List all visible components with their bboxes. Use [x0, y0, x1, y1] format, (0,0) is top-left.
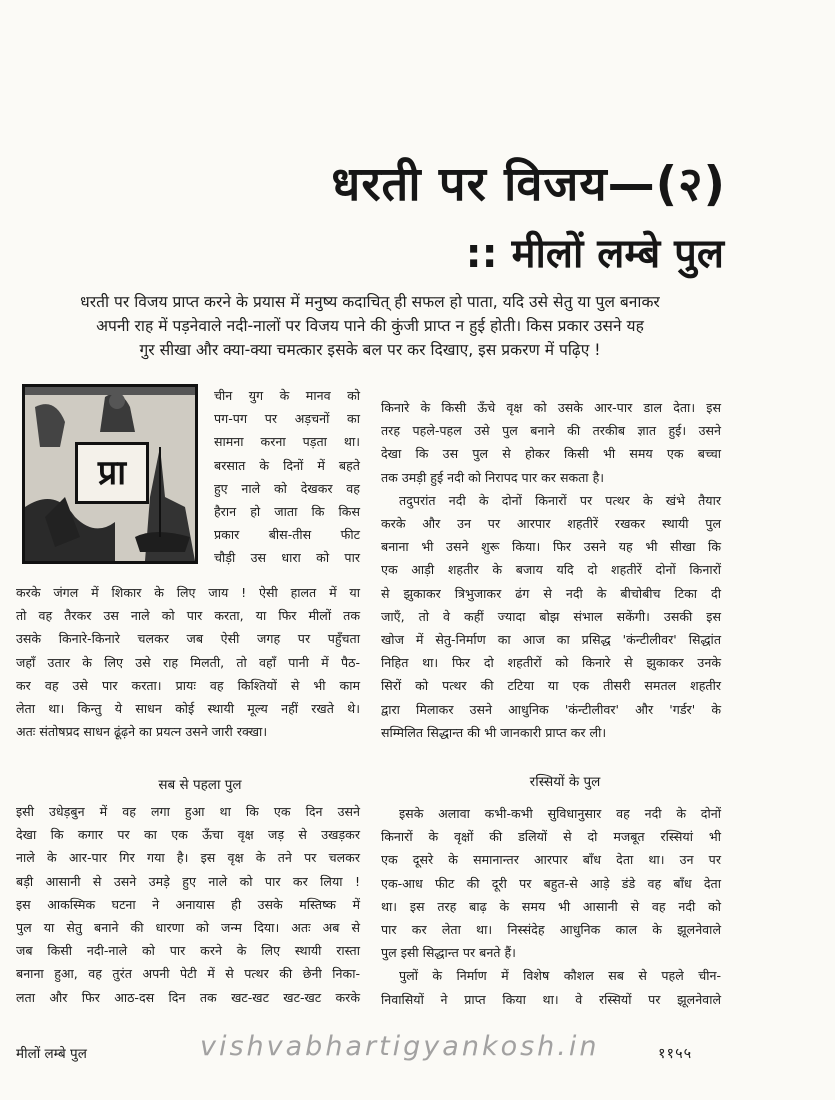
- text-line: था। इस तरह बाढ़ के समय भी आसानी से वह नदी को: [381, 898, 721, 914]
- column-left-lower: [16, 800, 360, 1009]
- text-line: इसके अलावा कभी-कभी सुविधानुसार वह नदी के दोनों: [399, 806, 721, 821]
- article-title: धरती पर विजय—(२): [331, 157, 726, 212]
- section-heading-first-bridge: सब से पहला पुल: [158, 777, 242, 793]
- text-line: पुलों के निर्माण में विशेष कौशल सब से पहले चीन-: [399, 968, 721, 984]
- intro-paragraph: [16, 290, 724, 362]
- text-line: जब किसी नदी-नाले को पार करने के लिए स्थायी रास्ता: [16, 943, 360, 959]
- text-line: तदुपरांत नदी के दोनों किनारों पर पत्थर के खंभे तैयार: [399, 492, 721, 508]
- text-line: बड़ी आसानी से उसने उमड़े हुए नाले को पार कर लिया !: [16, 873, 360, 889]
- text-line: तो वह तैरकर उस नाले को पार करता, या फिर मीलों तक: [16, 608, 360, 624]
- text-line: एक-आध फीट की दूरी पर बहुत-से आड़े डंडे वह बाँध देता: [381, 875, 721, 891]
- column-left-top: [214, 384, 360, 570]
- text-line: लेता था। किन्तु ये साधन कोई स्थायी मूल्य नहीं रखते थे।: [16, 701, 360, 717]
- page-number: ११५५: [658, 1046, 693, 1062]
- text-line: सिरों को पत्थर की टटिया या एक तीसरी समतल शहतीर: [381, 678, 721, 694]
- decorated-initial: [22, 384, 198, 564]
- intro-line: गुर सीखा और क्या-क्या चमत्कार इसके बल पर कर दिखाए, इस प्रकरण में पढ़िए !: [139, 341, 601, 359]
- text-line: किनारे के किसी ऊँचे वृक्ष को उसके आर-पार डाल देता। इस: [381, 400, 721, 415]
- column-right-top: [381, 396, 721, 744]
- text-line: से झुकाकर त्रिभुजाकर ढंग से नदी के बीचोबीच टिका दी: [381, 585, 721, 601]
- text-line: इस आकस्मिक घटना ने अनायास ही उसके मस्तिष्क में: [16, 896, 360, 912]
- text-line: हैरान हो जाता कि किस: [214, 504, 360, 520]
- text-line: सम्मिलित सिद्धान्त की भी जानकारी प्राप्त कर ली।: [381, 724, 607, 740]
- text-line: एक आड़ी शहतीर के बजाय यदि दो शहतीरें दोनों किनारों: [381, 562, 721, 578]
- text-line: निवासियों ने प्राप्त किया था। वे रस्सियों पर झूलनेवाले: [381, 991, 721, 1007]
- text-line: जाएँ, तो वे कहीं ज्यादा बोझ संभाल सकेंगी। उसकी इस: [381, 608, 721, 624]
- text-line: निहित था। फिर दो शहतीरों को किनारे से झुकाकर उनके: [381, 655, 721, 671]
- running-title: मीलों लम्बे पुल: [16, 1046, 87, 1062]
- text-line: देखा कि उस पुल से होकर किसी भी समय एक बच्चा: [381, 446, 721, 462]
- text-line: इसी उधेड़बुन में वह लगा हुआ था कि एक दिन उसने: [16, 804, 360, 819]
- column-left-middle: [16, 581, 360, 743]
- section-heading-rope-bridges: रस्सियों के पुल: [529, 774, 601, 790]
- text-line: उसके किनारे-किनारे चलकर जब ऐसी जगह पर पहुँचता: [16, 631, 360, 647]
- text-line: हुए नाले को देखकर वह: [214, 480, 360, 496]
- text-line: चीन युग के मानव को: [214, 388, 360, 403]
- text-line: खोज में सेतु-निर्माण का आज का प्रसिद्ध 'कंन्टीलीवर' सिद्धांत: [381, 632, 721, 648]
- intro-line: धरती पर विजय प्राप्त करने के प्रयास में मनुष्य कदाचित् ही सफल हो पाता, यदि उसे सेतु या पुल बनाकर: [80, 293, 660, 311]
- text-line: पग-पग पर अड़चनों का: [214, 411, 360, 427]
- text-line: जहाँ उतार के लिए उसे राह मिलती, तो वहाँ पानी में पैठ-: [16, 654, 360, 670]
- text-line: द्वारा मिलाकर उसने आधुनिक 'कंन्टीलीवर' और 'गर्डर' के: [381, 701, 721, 717]
- text-line: चौड़ी उस धारा को पार: [214, 550, 360, 566]
- text-line: एक दूसरे के समानान्तर आरपार बाँध देता था। उन पर: [381, 852, 721, 868]
- article-subtitle: :: मीलों लम्बे पुल: [465, 231, 724, 277]
- initial-letter: प्रा: [75, 442, 149, 504]
- text-line: किनारों के वृक्षों की डलियों से दो मजबूत रस्सियां भी: [381, 829, 721, 845]
- watermark: vishvabhartigyankosh.in: [200, 1031, 600, 1062]
- text-line: प्रकार बीस-तीस फीट: [214, 527, 360, 543]
- intro-line: अपनी राह में पड़नेवाले नदी-नालों पर विजय पाने की कुंजी प्राप्त न हुई होती। किस प्रकार उसने यह: [96, 317, 644, 335]
- text-line: अतः संतोषप्रद साधन ढूंढ़ने का प्रयत्न उसने जारी रक्खा।: [16, 724, 268, 740]
- text-line: कर वह उसे पार करता। प्रायः वह किश्तियों से भी काम: [16, 677, 360, 693]
- text-line: सामना करना पड़ता था।: [214, 434, 360, 450]
- text-line: करके जंगल में शिकार के लिए जाय ! ऐसी हालत में या: [16, 585, 360, 600]
- text-line: तरह पहले-पहल उसे पुल बनाने की तरकीब ज्ञात हुई। उसने: [381, 423, 721, 439]
- text-line: देखा कि कगार पर का एक ऊँचा वृक्ष जड़ से उखड़कर: [16, 827, 360, 843]
- text-line: बरसात के दिनों में बहते: [214, 457, 360, 473]
- text-line: करके और उन पर आरपार शहतीरें रखकर स्थायी पुल: [381, 516, 721, 532]
- text-line: पुल इसी सिद्धान्त पर बनते हैं।: [381, 945, 516, 961]
- text-line: बनाना हुआ, वह तुरंत अपनी पेटी में से पत्थर की छेनी निका-: [16, 966, 360, 982]
- text-line: बनाना भी उसने शुरू किया। फिर उसने यह भी सीखा कि: [381, 539, 721, 555]
- text-line: पुल या सेतु बनाने की धारणा को जन्म दिया। अतः अब से: [16, 920, 360, 936]
- text-line: नाले के आर-पार गिर गया है। इस वृक्ष के तने पर चलकर: [16, 850, 360, 866]
- text-line: पार कर लेता था। निस्संदेह आधुनिक काल के झूलनेवाले: [381, 922, 721, 938]
- text-line: लता और फिर आठ-दस दिन तक खट-खट खट-खट करके: [16, 989, 360, 1005]
- text-line: तक उमड़ी हुई नदी को निरापद पार कर सकता है।: [381, 469, 605, 485]
- column-right-lower: [381, 802, 721, 1011]
